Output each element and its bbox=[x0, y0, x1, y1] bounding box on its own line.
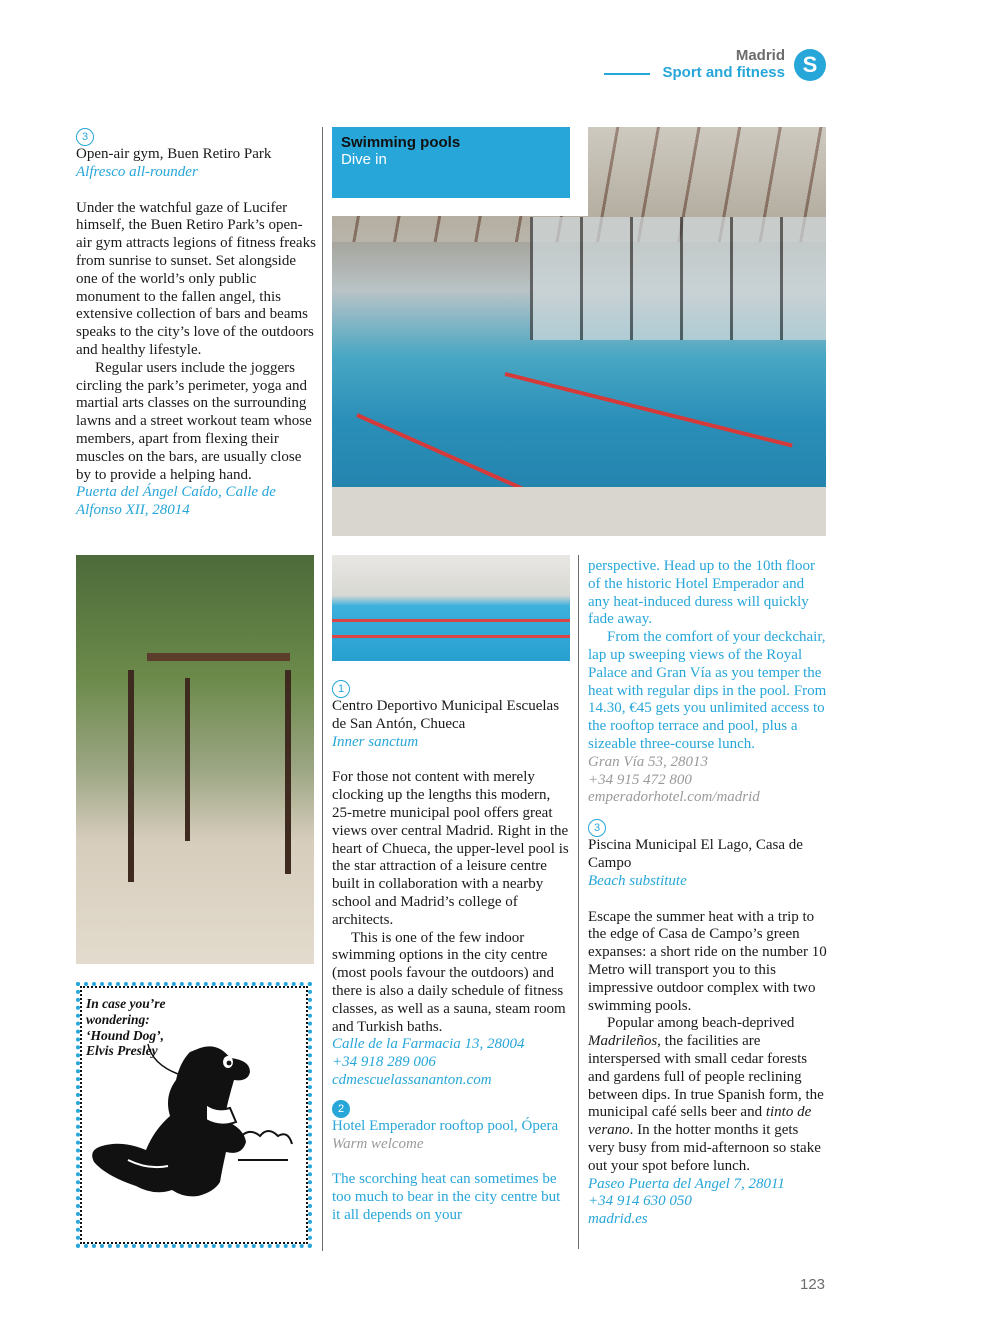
item-website: cdmescuelassananton.com bbox=[332, 1071, 492, 1088]
section-label-subtitle: Dive in bbox=[341, 151, 387, 168]
item-phone: +34 915 472 800 bbox=[588, 771, 692, 788]
item-number-badge: 3 bbox=[588, 819, 606, 837]
text-run: Popular among beach-deprived bbox=[607, 1015, 795, 1032]
label-frame bbox=[570, 127, 588, 216]
label-frame bbox=[332, 198, 588, 216]
text-run: , the facilities are interspersed with small cedar forests and gardens full of people reclining between dips. In true Spanish form, the municipal café sells beer and bbox=[588, 1033, 824, 1121]
item-subtitle: Alfresco all-rounder bbox=[76, 163, 198, 180]
item-subtitle: Inner sanctum bbox=[332, 733, 419, 750]
item-website: emperadorhotel.com/madrid bbox=[588, 789, 760, 806]
item-paragraph: Escape the summer heat with a trip to the edge of Casa de Campo’s green expanses: a short ride on the number 10 Metro will transport you to this impressive outdoor complex with two swimming pools. bbox=[588, 908, 827, 1014]
photo-municipal-pool bbox=[332, 555, 570, 661]
item-address: Puerta del Ángel Caído, Calle de Alfonso XII, 28014 bbox=[76, 484, 276, 519]
article-open-air-gym bbox=[76, 128, 316, 520]
item-address: Calle de la Farmacia 13, 28004 bbox=[332, 1036, 525, 1053]
gym-post bbox=[285, 670, 291, 875]
item-paragraph bbox=[588, 1015, 828, 1175]
pool-lane-rope bbox=[332, 619, 570, 622]
pool-lane-rope bbox=[332, 635, 570, 638]
pool-windows bbox=[530, 217, 826, 340]
header-section: Sport and fitness bbox=[662, 64, 785, 81]
page-number: 123 bbox=[800, 1276, 826, 1293]
article-san-anton-pool bbox=[332, 680, 570, 1225]
item-paragraph: The scorching heat can sometimes be too much to bear in the city centre but it all depends on your bbox=[332, 1171, 561, 1223]
column-divider-2 bbox=[578, 555, 579, 1249]
pool-deck bbox=[332, 487, 826, 536]
item-phone: +34 914 630 050 bbox=[588, 1193, 692, 1210]
item-paragraph: From the comfort of your deckchair, lap up sweeping views of the Royal Palace and Gran Vía as you temper the heat with regular dips in the pool. From 14.30, €45 gets you unlimited access to the rooftop terrace and pool, plus a sizeable three-course lunch. bbox=[588, 629, 827, 752]
pool-lane-rope bbox=[504, 372, 793, 448]
item-paragraph: This is one of the few indoor swimming options in the city centre (most pools favour the outdoors) and there is also a daily schedule of fitness classes, as well as a sauna, steam room and Turkish baths. bbox=[332, 929, 566, 1035]
gym-post bbox=[128, 670, 134, 883]
item-title: Open-air gym, Buen Retiro Park bbox=[76, 146, 272, 162]
item-title: Hotel Emperador rooftop pool, Ópera bbox=[332, 1117, 559, 1134]
text-run: . In the hotter months it gets very busy from mid-afternoon so stake out your spot before lunch. bbox=[588, 1122, 821, 1174]
section-badge-icon: S bbox=[794, 49, 826, 81]
section-label-title: Swimming pools bbox=[341, 134, 461, 151]
illustration-caption: In case you’re wondering: ‘Hound Dog’, Elvis Presley bbox=[86, 996, 166, 1059]
item-number-badge: 2 bbox=[332, 1100, 350, 1118]
dog-illustration-icon bbox=[88, 1040, 302, 1232]
item-title: Piscina Municipal El Lago, Casa de Campo bbox=[588, 837, 803, 871]
photo-open-air-gym bbox=[76, 555, 314, 964]
column-divider-1 bbox=[322, 127, 323, 1251]
item-paragraph: For those not content with merely clocking up the lengths this modern, 25-metre municipal pool offers great views over central Madrid. Right in the heart of Chueca, the upper-level pool is the star attraction of a leisure centre built in collaboration with a nearby school and Madrid’s college of architects. bbox=[332, 769, 569, 928]
item-website: madrid.es bbox=[588, 1211, 648, 1228]
item-title: Centro Deportivo Municipal Escuelas de San Antón, Chueca bbox=[332, 698, 560, 732]
text-run-italic: tinto de verano bbox=[588, 1104, 812, 1139]
item-number-badge: 1 bbox=[332, 680, 350, 698]
header-rule bbox=[604, 73, 650, 75]
item-subtitle: Warm welcome bbox=[332, 1135, 424, 1152]
item-phone: +34 918 289 006 bbox=[332, 1054, 436, 1071]
gym-post bbox=[185, 678, 190, 842]
item-address: Gran Vía 53, 28013 bbox=[588, 753, 708, 770]
item-paragraph: Under the watchful gaze of Lucifer himself, the Buen Retiro Park’s open-air gym attracts legions of fitness freaks from sunrise to sunset. Set alongside one of the world’s only public monument to the fallen angel, this extensive collection of bars and beams speaks to the city’s love of the outdoors and healthy lifestyle. bbox=[76, 199, 316, 358]
header-city: Madrid bbox=[735, 47, 785, 64]
item-number-badge: 3 bbox=[76, 128, 94, 146]
item-subtitle: Beach substitute bbox=[588, 872, 687, 889]
text-run-italic: Madrileños bbox=[588, 1033, 658, 1050]
article-emperador-and-el-lago bbox=[588, 558, 828, 1229]
item-address: Paseo Puerta del Angel 7, 28011 bbox=[588, 1175, 785, 1192]
gym-bar bbox=[147, 653, 290, 661]
item-paragraph: Regular users include the joggers circling the park’s perimeter, yoga and martial arts classes on the surrounding lawns and a street workout team whose members, apart from flexing their muscles on the bars, are usually close by to provide a helping hand. bbox=[76, 359, 312, 483]
item-paragraph: perspective. Head up to the 10th floor of the historic Hotel Emperador and any heat-induced duress will quickly fade away. bbox=[588, 558, 816, 628]
